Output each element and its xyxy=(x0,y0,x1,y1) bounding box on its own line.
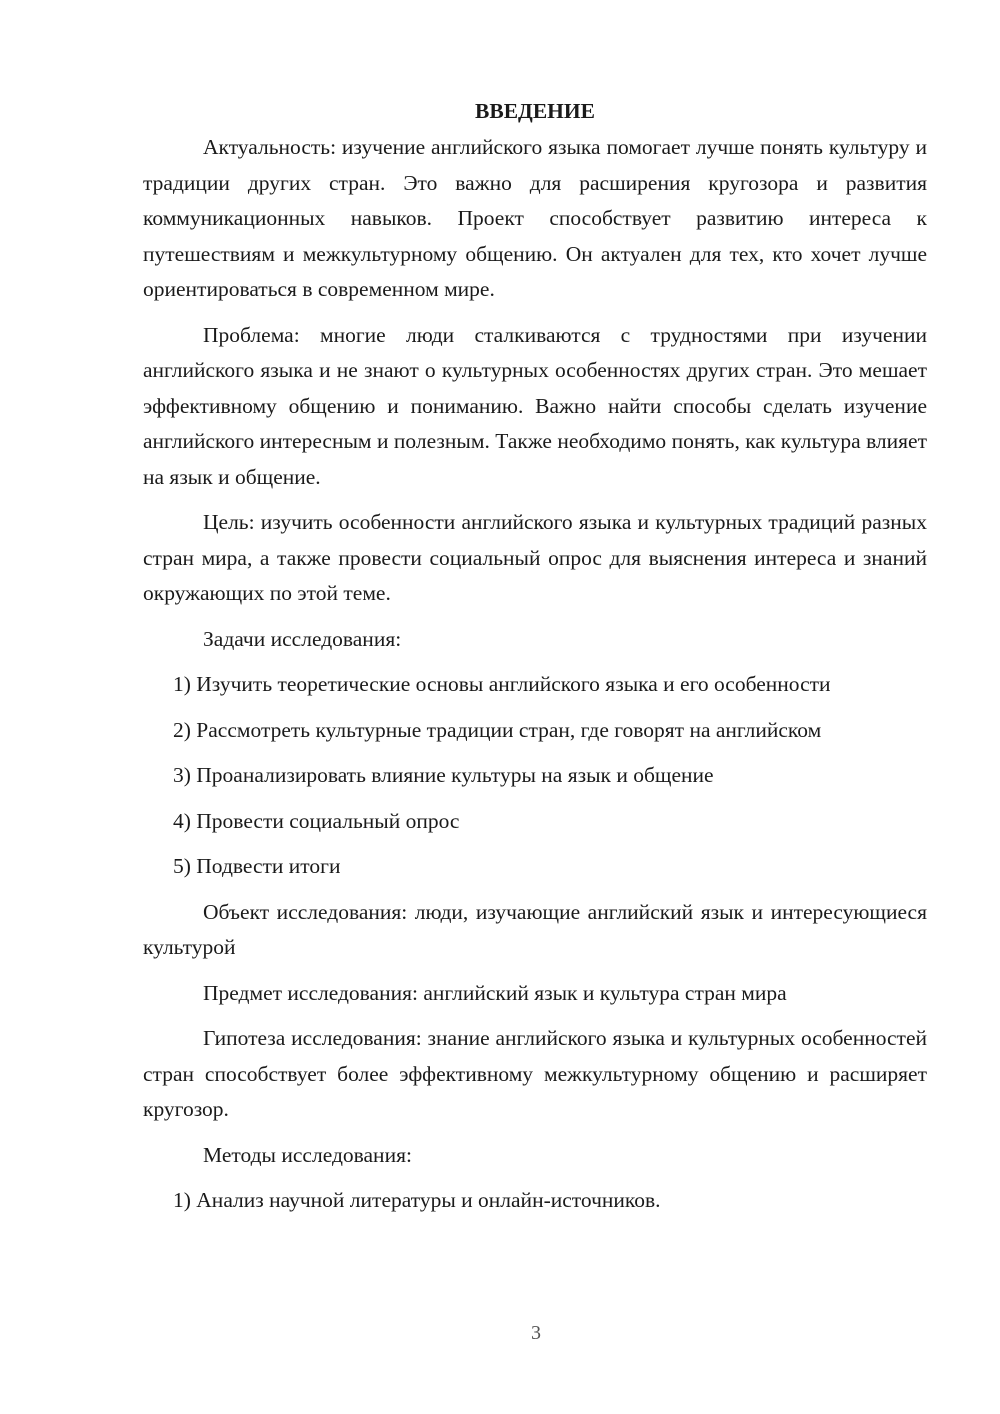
methods-heading: Методы исследования: xyxy=(203,1142,412,1167)
task-item-5: 5) Подвести итоги xyxy=(173,854,341,878)
method-item-1: 1) Анализ научной литературы и онлайн-источников. xyxy=(173,1188,661,1212)
paragraph-object: Объект исследования: люди, изучающие английский язык и интересующиеся культурой xyxy=(143,899,927,959)
paragraph-relevance: Актуальность: изучение английского языка помогает лучше понять культуру и традиции других стран. Это важно для расширения кругозора и развития коммуникационных навыков. Проект способствует развитию интереса к путешествиям и межкультурному общению. Он актуален для тех, кто хочет лучше ориентироваться в современном мире. xyxy=(143,135,927,301)
paragraph-problem: Проблема: многие люди сталкиваются с трудностями при изучении английского языка и не знают о культурных особенностях других стран. Это мешает эффективному общению и пониманию. Важно найти способы сделать изучение английского интересным и полезным. Также необходимо понять, как культура влияет на язык и общение. xyxy=(143,322,927,489)
page-number: 3 xyxy=(531,1322,541,1344)
paragraph-hypothesis: Гипотеза исследования: знание английского языка и культурных особенностей стран способствует более эффективному межкультурному общению и расширяет кругозор. xyxy=(143,1026,927,1121)
paragraph-goal: Цель: изучить особенности английского языка и культурных традиций разных стран мира, а также провести социальный опрос для выяснения интереса и знаний окружающих по этой теме. xyxy=(143,510,927,605)
document-page xyxy=(143,96,927,1229)
task-item-4: 4) Провести социальный опрос xyxy=(173,808,460,833)
tasks-heading: Задачи исследования: xyxy=(203,626,402,651)
task-item-1: 1) Изучить теоретические основы английского языка и его особенности xyxy=(173,672,831,696)
task-item-3: 3) Проанализировать влияние культуры на язык и общение xyxy=(173,763,714,787)
task-item-2: 2) Рассмотреть культурные традиции стран, где говорят на английском xyxy=(173,717,822,742)
paragraph-subject: Предмет исследования: английский язык и культура стран мира xyxy=(203,980,787,1005)
document-title: ВВЕДЕНИЕ xyxy=(475,99,595,123)
